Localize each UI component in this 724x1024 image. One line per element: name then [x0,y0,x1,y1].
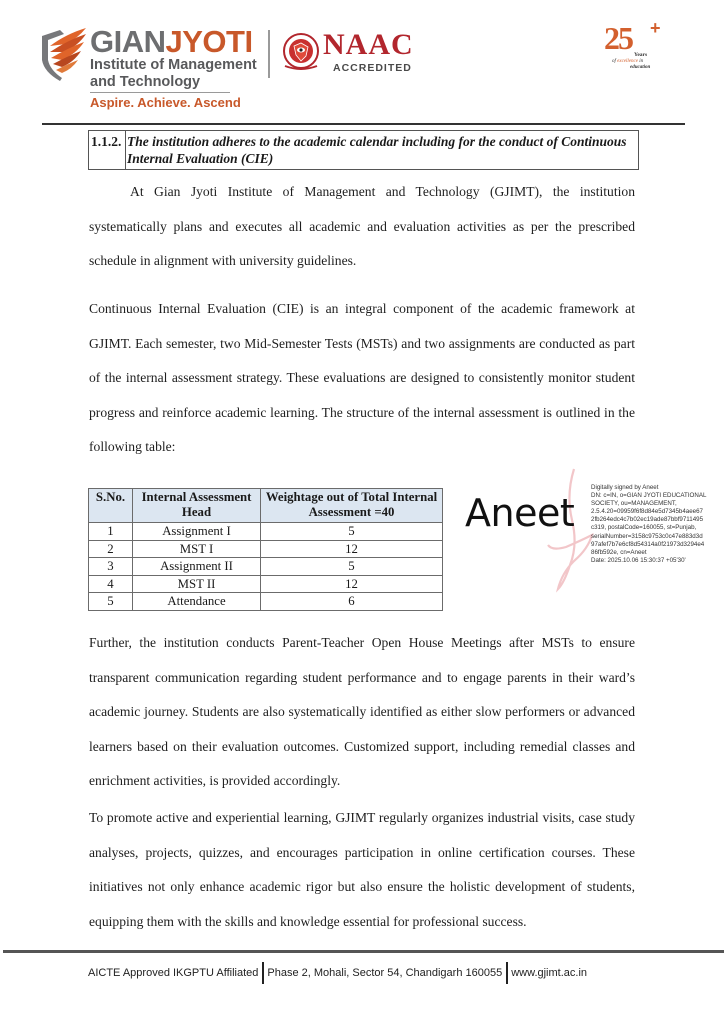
table-row [89,593,443,611]
anniversary-number: 25 [604,20,632,56]
footer-separator [262,962,264,984]
signature-detail-line: serialNumber=3158c9753c0c47e883d3d [591,532,703,540]
signature-detail-line: c319, postalCode=160055, st=Punjab, [591,524,697,532]
criterion-number: 1.1.2. [89,131,126,169]
signature-detail-line: 86fb592e, cn=Aneet [591,548,647,556]
signature-detail-line: 2.5.4.20=09959f6f8d84e5d7345b4aee67 [591,508,704,516]
digital-signature[interactable] [462,480,724,590]
naac-emblem-icon [281,32,321,72]
institute-tagline: Aspire. Achieve. Ascend [90,95,241,110]
table-row [89,558,443,576]
column-header-weightage: Weightage out of Total Internal Assessment =40 [261,489,443,523]
cell-head: MST I [133,540,261,558]
cell-sno: 2 [89,540,133,558]
institute-title [90,24,257,59]
naac-accredited-label: ACCREDITED [333,62,412,74]
cell-sno: 5 [89,593,133,611]
cell-head: Assignment I [133,523,261,541]
signature-detail-line: Digitally signed by Aneet [591,484,659,491]
cell-sno: 1 [89,523,133,541]
footer-address: Phase 2, Mohali, Sector 54, Chandigarh 160055 [267,967,503,979]
cell-weight: 5 [261,523,443,541]
signature-detail-line: DN: c=IN, o=GIAN JYOTI EDUCATIONAL [591,492,707,500]
signature-details [591,484,724,565]
institute-name [90,24,257,91]
anniversary-plus: + [650,18,661,38]
table-row [89,540,443,558]
signer-name: Aneet [465,491,575,535]
anniversary-line2 [612,59,643,64]
tagline-divider [90,92,230,93]
column-header-assessment-head: Internal Assessment Head [133,489,261,523]
anniversary-years-label: Years [634,52,648,58]
anniversary-line3: education [630,65,651,70]
criterion-title: The institution adheres to the academic calendar including for the conduct of Continuous Internal Evaluation (CIE) [127,134,627,166]
cell-weight: 12 [261,575,443,593]
anniversary-line2-highlight: excellence [617,59,638,64]
cell-sno: 4 [89,575,133,593]
signature-detail-line: 2fb264edc4c7b02ec19ade87bbf9711495 [591,516,704,524]
gianjyoti-shield-wing-icon [38,26,88,82]
table-row [89,575,443,593]
cell-weight: 12 [261,540,443,558]
signature-date: Date: 2025.10.06 15:30:37 +05'30' [591,556,686,564]
header-rule [42,123,685,125]
cell-weight: 6 [261,593,443,611]
column-header-sno: S.No. [89,489,133,523]
paragraph-intro: At Gian Jyoti Institute of Management and Technology (GJIMT), the institution systematically plans and executes all academic and evaluation activities as per the prescribed schedule in alignment with university guidelines. [89,184,635,268]
institute-subtitle-line2: and Technology [90,74,201,90]
footer [88,962,587,984]
footer-separator [506,962,508,984]
table-row [89,523,443,541]
cell-weight: 5 [261,558,443,576]
cell-head: Assignment II [133,558,261,576]
logo-divider [268,30,270,78]
anniversary-line2-suffix: in [637,59,644,64]
anniversary-line2-prefix: of [612,59,618,64]
internal-assessment-table [88,488,443,611]
name-part-gian: GIAN [90,24,166,59]
cell-head: MST II [133,575,261,593]
footer-rule [3,950,724,953]
institute-subtitle-line1: Institute of Management [90,57,257,73]
signature-detail-line: SOCIETY, ou=MANAGEMENT, [591,500,677,508]
name-part-jyoti: JYOTI [165,24,253,59]
criterion-heading [88,130,639,170]
letterhead [0,0,724,120]
paragraph-cie: Continuous Internal Evaluation (CIE) is an integral component of the academic framework at GJIMT. Each semester, two Mid-Semester Tests (MSTs) and two assignments are conducted as part of the internal assessment strategy. These evaluations are designed to consistently monitor student progress and reinforce academic learning. The structure of the internal assessment is outlined in the following table: [89,301,635,454]
cell-sno: 3 [89,558,133,576]
table-header-row [89,489,443,523]
naac-title: NAAC [323,28,414,61]
signature-detail-line: 97afef7b7e6cf8d54314a0f21973d3294e4 [591,540,705,548]
anniversary-badge [604,18,666,78]
paragraph-ptm: Further, the institution conducts Parent-Teacher Open House Meetings after MSTs to ensure transparent communication regarding student performance and to engage parents in their ward’s academic journey. Students are also systematically identified as either slow performers or advanced learners based on their evaluation outcomes. Customized support, including remedial classes and enrichment activities, is provided accordingly. [89,635,635,788]
cell-head: Attendance [133,593,261,611]
footer-website-link[interactable]: www.gjimt.ac.in [511,967,588,979]
paragraph-experiential-learning: To promote active and experiential learning, GJIMT regularly organizes industrial visits, case study analyses, projects, quizzes, and encourages participation in online certification courses. These initiatives not only enhance academic rigor but also ensure the holistic development of students, equipping them with the skills and knowledge essential for professional success. [89,810,635,929]
footer-affiliation: AICTE Approved IKGPTU Affiliated [88,967,259,979]
